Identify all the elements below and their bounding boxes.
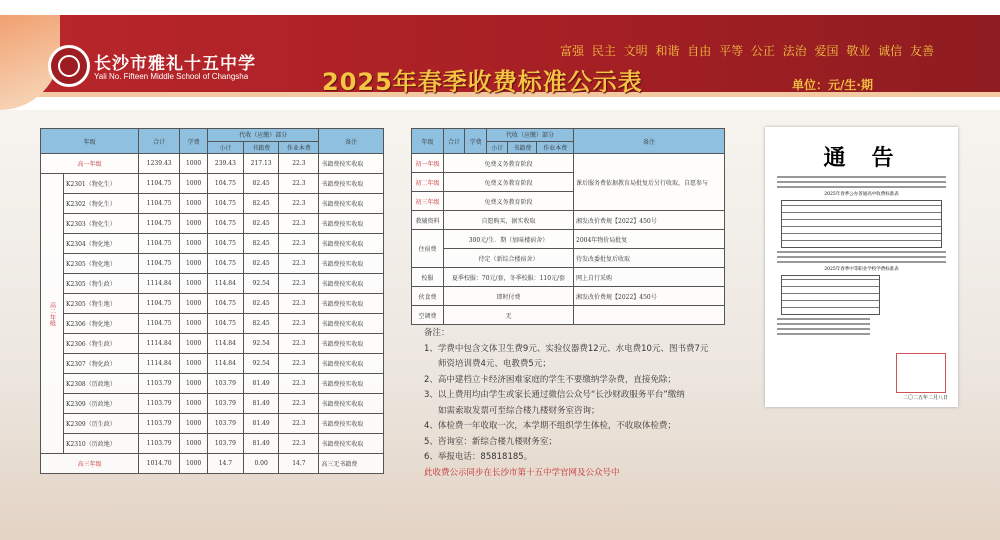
cell: 82.45 [243,214,279,234]
cell: 1104.75 [139,234,180,254]
school-name-en: Yali No. Fifteen Middle School of Changsha [94,72,249,81]
cell: 82.45 [243,314,279,334]
cell: 104.75 [208,294,244,314]
cell: 103.79 [208,434,244,454]
cell: 初三年级 [412,192,444,211]
cell: 104.75 [208,254,244,274]
notes-footer: 此收费公示同步在长沙市第十五中学官网及公众号中 [424,467,620,478]
cell: K2306（物化地） [64,314,139,334]
cell: 无 [443,306,573,325]
cell: 22.3 [279,274,319,294]
cell: K2310（历政地） [64,434,139,454]
cell: 待定（新综合楼宿舍） [443,249,573,268]
cell: K2309（历生政） [64,414,139,434]
cell: 114.84 [208,274,244,294]
cell: 104.75 [208,214,244,234]
cell: 1000 [180,294,208,314]
cell: 1000 [180,334,208,354]
cell: 书籍费按实收取 [319,334,384,354]
table-row [41,394,384,414]
note-line: 如需索取发票可至综合楼九楼财务室咨询； [438,405,600,416]
col-tuition: 学费 [180,129,208,154]
cell: 22.3 [279,234,319,254]
notice-subtitle-2: 2025年春季中等职业学校学费标准表 [824,267,899,272]
cell: 81.49 [243,374,279,394]
cell: 高一年级 [41,154,139,174]
notes-title: 备注： [424,328,450,338]
note-line: 师资培训费4元、电教费5元； [438,359,551,369]
col-collect: 代收（应缴）部分 [486,129,573,142]
cell: 1114.84 [139,354,180,374]
cell: 22.3 [279,394,319,414]
cell: K2303（物化生） [64,214,139,234]
cell: 82.45 [243,234,279,254]
cell: 书籍费按实收取 [319,374,384,394]
col-total: 合计 [139,129,180,154]
col-subtotal: 小计 [486,141,507,154]
col-remark: 备注 [319,129,384,154]
cell: 1114.84 [139,274,180,294]
cell: 课后服务费依据教育局批复后另行收取，自愿参与 [574,154,725,211]
col-books: 书籍费 [508,141,537,154]
cell: K2305（物生政） [64,274,139,294]
cell: 1000 [180,174,208,194]
official-notice-document [765,127,958,407]
cell: K2301（物化生） [64,174,139,194]
cell: 22.3 [279,374,319,394]
cell: 217.13 [243,154,279,174]
cell: 1104.75 [139,294,180,314]
table-row [412,287,725,306]
cell: 104.75 [208,174,244,194]
notice-subtitle-1: 2025年春季公办普通高中收费标准表 [824,192,899,197]
cell: 书籍费按实收取 [319,314,384,334]
cell: 22.3 [279,354,319,374]
cell: 104.75 [208,234,244,254]
cell: 书籍费按实收取 [319,174,384,194]
table-row [412,268,725,287]
cell: 1000 [180,414,208,434]
cell: 1000 [180,234,208,254]
core-values: 富强 民主 文明 和谐 自由 平等 公正 法治 爱国 敬业 诚信 友善 [560,44,934,58]
cell: 1104.75 [139,314,180,334]
cell: 空调费 [412,306,444,325]
cell: 22.3 [279,294,319,314]
cell: 教辅资料 [412,211,444,230]
note-line: 4、体检费一年收取一次，本学期不组织学生体检，不收取体检费； [424,421,676,431]
notice-table-1 [781,200,942,248]
cell: 22.3 [279,194,319,214]
table-row [41,194,384,214]
cell: 免费义务教育阶段 [443,154,573,173]
cell: 22.3 [279,314,319,334]
page-title: 2025年春季收费标准公示表 [322,68,643,96]
cell: 22.3 [279,174,319,194]
table-row [41,334,384,354]
cell: 82.45 [243,194,279,214]
cell: K2306（物生政） [64,334,139,354]
cell: 书籍费按实收取 [319,294,384,314]
col-workbook: 作业本费 [537,141,574,154]
cell: 书籍费按实收取 [319,194,384,214]
cell: 22.3 [279,214,319,234]
cell: 夏季校服：70元/套，冬季校服：110元/套 [443,268,573,287]
cell: 1104.75 [139,254,180,274]
cell: 81.49 [243,414,279,434]
cell: 81.49 [243,394,279,414]
unit-label: 单位：元/生·期 [792,78,873,92]
cell: 1103.79 [139,374,180,394]
cell: K2305（物生地） [64,294,139,314]
col-collect: 代收（应缴）部分 [208,129,319,142]
senior2-label: 高二年级 [41,174,64,454]
cell: 14.7 [208,454,244,474]
table-row [41,254,384,274]
cell: 82.45 [243,254,279,274]
cell: 1000 [180,354,208,374]
cell: 1000 [180,374,208,394]
cell: 书籍费按实收取 [319,214,384,234]
cell: 1103.79 [139,414,180,434]
cell: 103.79 [208,394,244,414]
col-total: 合计 [443,129,464,154]
school-logo [48,45,90,87]
cell: 1000 [180,314,208,334]
cell: 300元/生．期（加味楼宿舍） [443,230,573,249]
table-row [41,434,384,454]
cell: 114.84 [208,354,244,374]
cell: 114.84 [208,334,244,354]
junior-fee-table [411,128,725,325]
cell: 1114.84 [139,334,180,354]
cell: 0.00 [243,454,279,474]
table-row [412,154,725,173]
cell: 初一年级 [412,154,444,173]
cell: 书籍费按实收取 [319,274,384,294]
cell: 初二年级 [412,173,444,192]
cell: 22.3 [279,154,319,174]
cell: 82.45 [243,294,279,314]
table-row [41,314,384,334]
cell: 2004年物价局批复 [574,230,725,249]
cell: K2302（物化生） [64,194,139,214]
notes-section [424,326,708,481]
col-books: 书籍费 [243,141,279,154]
cell: 239.43 [208,154,244,174]
cell: 22.3 [279,434,319,454]
cell: 104.75 [208,194,244,214]
cell: 书籍费按实收取 [319,154,384,174]
table-row [41,374,384,394]
cell: 湘发改价费规【2022】450号 [574,211,725,230]
cell: 免费义务教育阶段 [443,192,573,211]
col-subtotal: 小计 [208,141,244,154]
cell: 1000 [180,154,208,174]
notice-title: 通告 [823,145,920,171]
table-row [41,414,384,434]
cell: 14.7 [279,454,319,474]
cell: 92.54 [243,334,279,354]
cell: 22.3 [279,254,319,274]
official-seal [896,353,946,393]
col-grade: 年级 [41,129,139,154]
cell: K2304（物化地） [64,234,139,254]
table-row [41,174,384,194]
cell: 湘发改价费规【2022】450号 [574,287,725,306]
cell: K2309（历政地） [64,394,139,414]
cell: 1103.79 [139,434,180,454]
table-row [412,211,725,230]
notice-table-2 [781,275,880,315]
cell: 1239.43 [139,154,180,174]
cell: K2308（历政地） [64,374,139,394]
cell: 92.54 [243,354,279,374]
cell: 书籍费按实收取 [319,234,384,254]
cell: 网上自行采购 [574,268,725,287]
table-row [41,234,384,254]
cell: 高三无书籍费 [319,454,384,474]
cell: 22.3 [279,334,319,354]
senior-fee-table [40,128,384,474]
table-row [412,230,725,249]
cell: 1103.79 [139,394,180,414]
cell: 待发改委批复后收取 [574,249,725,268]
col-remark: 备注 [574,129,725,154]
note-line: 5、咨询室：新综合楼九楼财务室； [424,436,557,447]
cell: 1000 [180,274,208,294]
cell: K2305（物化地） [64,254,139,274]
note-line: 1、学费中包含文体卫生费9元、实验仪器费12元、水电费10元、图书费7元 [424,343,709,354]
table-row [41,214,384,234]
cell: 书籍费按实收取 [319,434,384,454]
cell: 1000 [180,434,208,454]
cell: 1000 [180,214,208,234]
cell: 校服 [412,268,444,287]
cell: 22.3 [279,414,319,434]
table-row [412,249,725,268]
table-row [41,154,384,174]
cell: 书籍费按实收取 [319,254,384,274]
cell: 1104.75 [139,194,180,214]
cell: 103.79 [208,414,244,434]
cell: 82.45 [243,174,279,194]
note-line: 3、以上费用均由学生或家长通过微信公众号“长沙财政服务平台”缴纳 [424,390,685,400]
cell: 伙食费 [412,287,444,306]
cell: 书籍费按实收取 [319,354,384,374]
cell: 1104.75 [139,214,180,234]
cell [574,306,725,325]
cell: 103.79 [208,374,244,394]
cell: 1104.75 [139,174,180,194]
cell: 1000 [180,194,208,214]
notice-date: 二〇二五年二月八日 [902,395,948,401]
cell: 1000 [180,454,208,474]
cell: 即时付费 [443,287,573,306]
cell: 书籍费按实收取 [319,394,384,414]
table-row [412,306,725,325]
col-tuition: 学费 [465,129,486,154]
table-row [41,274,384,294]
cell: 1000 [180,254,208,274]
table-row [41,454,384,474]
table-row [41,294,384,314]
note-line: 2、高中建档立卡经济困难家庭的学生不要缴纳学杂费，直接免除； [424,374,676,385]
cell: 免费义务教育阶段 [443,173,573,192]
table-row [41,354,384,374]
cell: 高三年级 [41,454,139,474]
cell: 81.49 [243,434,279,454]
cell: 书籍费按实收取 [319,414,384,434]
cell: 自愿购买，据实收取 [443,211,573,230]
school-name-cn: 长沙市雅礼十五中学 [94,54,256,74]
col-workbook: 作业本费 [279,141,319,154]
note-line: 6、举报电话：85818185。 [424,452,533,462]
cell: 104.75 [208,314,244,334]
cell: 1000 [180,394,208,414]
cell: 1014.70 [139,454,180,474]
cell: K2307（物化政） [64,354,139,374]
cell: 住宿费 [412,230,444,268]
col-grade: 年级 [412,129,444,154]
cell: 92.54 [243,274,279,294]
